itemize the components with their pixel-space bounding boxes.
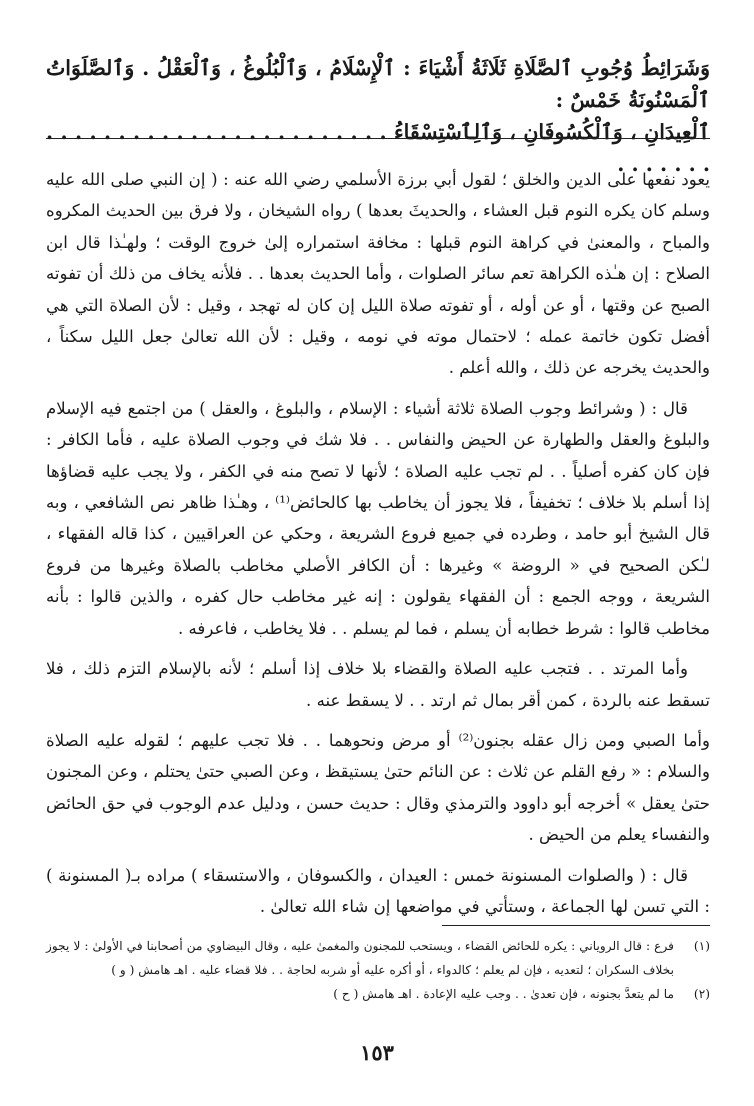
commentary-paragraph-3: وأما المرتد . . فتجب عليه الصلاة والقضاء بلا خلاف إذا أسلم ؛ لأنه بالإسلام التزم ذلك ، فلا تسقط عنه بالردة ، كمن أقر بمال ثم ارتد . . لا يسقط عنه .: [46, 659, 710, 710]
footnote-1-number: (١): [693, 939, 710, 953]
commentary-paragraph-2: قال : ( وشرائط وجوب الصلاة ثلاثة أشياء : الإسلام ، والبلوغ ، والعقل ) من اجتمع فيه الإسلام والبلوغ والعقل والطهارة عن الحيض والنفاس . . فلا شك في وجوب الصلاة عليه ، فأما الكافر : فإن كان كفره أصلياً . . لم تجب عليه الصلاة ؛ لأنها لا تصح منه في الكفر ، ولا يجب عليه قضاؤها إذا أسلم بلا خلاف ؛ تخفيفاً ، فلا يجوز أن يخاطب بها كالحائض⁽¹⁾ ، وهـٰذا ظاهر نص الشافعي ، وبه قال الشيخ أبو حامد ، وطرده في جميع فروع الشريعة ، وحكي عن العراقيين ، كذا قاله الفقهاء ، لـٰكن الصحيح في « الروضة » وغيرها : أن الكافر الأصلي مخاطب بالصلاة وغيرها من فروع الشريعة ، ووجه الجمع : أن الفقهاء يقولون : إنه غير مخاطب حال كفره ، والذين قالوا : بأنه مخاطب قالوا : شرط خطابه أن يسلم ، فما لم يسلم . . فلا يخاطب ، فاعرفه .: [46, 398, 710, 638]
matn-line-1: وَشَرَائِطُ وُجُوبِ ٱلصَّلَاةِ ثَلَاثَةُ أَشْيَاءَ : ٱلْإِسْلَامُ ، وَٱلْبُلُوغُ ، وَٱلْعَقْلُ . وَٱلصَّلَوَاتُ ٱلْمَسْنُونَةُ خَمْسٌ :: [46, 56, 710, 112]
footnote-divider: [442, 925, 710, 926]
footnote-1: [46, 934, 710, 982]
commentary-body: [46, 164, 710, 922]
matn-line-2: ٱلْعِيدَانِ ، وَٱلْكُسُوفَانِ ، وَٱلِٱسْتِسْقَاءُ . . . . . . . . . . . . . . . . . . . . . . . . . . . . . . .: [46, 120, 710, 176]
commentary-paragraph-1: يعود نفعها على الدين والخلق ؛ لقول أبي برزة الأسلمي رضي الله عنه : ( إن النبي صلى الله عليه وسلم كان يكره النوم قبل العشاء ، والحديثَ بعدها ) رواه الشيخان ، ولا فرق بين الحديث المكروه والمباح ، والمعنىٰ في كراهة النوم قبلها : مخافة استمراره إلىٰ خروج الوقت ؛ ولهـٰذا قال ابن الصلاح : إن هـٰذه الكراهة تعم سائر الصلوات ، وأما الحديث بعدها . . فلأنه يخاف من ذلك أن تفوته الصبح عن وقتها ، أو عن أوله ، أو تفوته صلاة الليل إن كان له تهجد ، وقيل : لأن الصلاة التي هي أفضل تكون خاتمة عمله ؛ لاحتمال موته في نومه ، وقيل : لأن الله تعالىٰ جعل الليل سكناً ، والحديث يخرجه عن ذلك ، والله أعلم .: [46, 170, 710, 378]
matn-divider: [46, 138, 710, 139]
footnote-2: [46, 982, 710, 1006]
footnotes: [46, 934, 710, 1006]
footnote-2-number: (٢): [693, 987, 710, 1001]
page-number: ١٥٣: [360, 1040, 394, 1065]
commentary-paragraph-4: وأما الصبي ومن زال عقله بجنون⁽²⁾ أو مرض ونحوهما . . فلا تجب عليهم ؛ لقوله عليه الصلاة والسلام : « رفع القلم عن ثلاث : عن النائم حتىٰ يستيقظ ، وعن الصبي حتىٰ يحتلم ، وعن المجنون حتىٰ يعقل » أخرجه أبو داوود والترمذي وقال : حديث حسن ، ودليل عدم الوجوب في حق الحائض والنفساء يعلم من الحيض .: [46, 730, 710, 845]
commentary-paragraph-5: قال : ( والصلوات المسنونة خمس : العيدان ، والكسوفان ، والاستسقاء ) مراده بـ( المسنونة ) : التي تسن لها الجماعة ، وستأتي في مواضعها إن شاء الله تعالىٰ .: [46, 865, 710, 916]
matn-text: [46, 52, 710, 180]
footnote-2-text: ما لم يتعدَّ بجنونه ، فإن تعدىٰ . . وجب عليه الإعادة . اهـ هامش ( ح ): [333, 987, 674, 1001]
footnote-1-text: فرع : قال الروياني : يكره للحائض القضاء ، ويستحب للمجنون والمغمىٰ عليه ، وقال البيضاوي من أصحابنا في الأولىٰ : لا يجوز بخلاف السكران ؛ لتعديه ، فإن لم يعلم ؛ كالدواء ، أو أكره عليه أو شربه لحاجة . . فلا قضاء عليه . اهـ هامش ( و ): [46, 939, 674, 977]
